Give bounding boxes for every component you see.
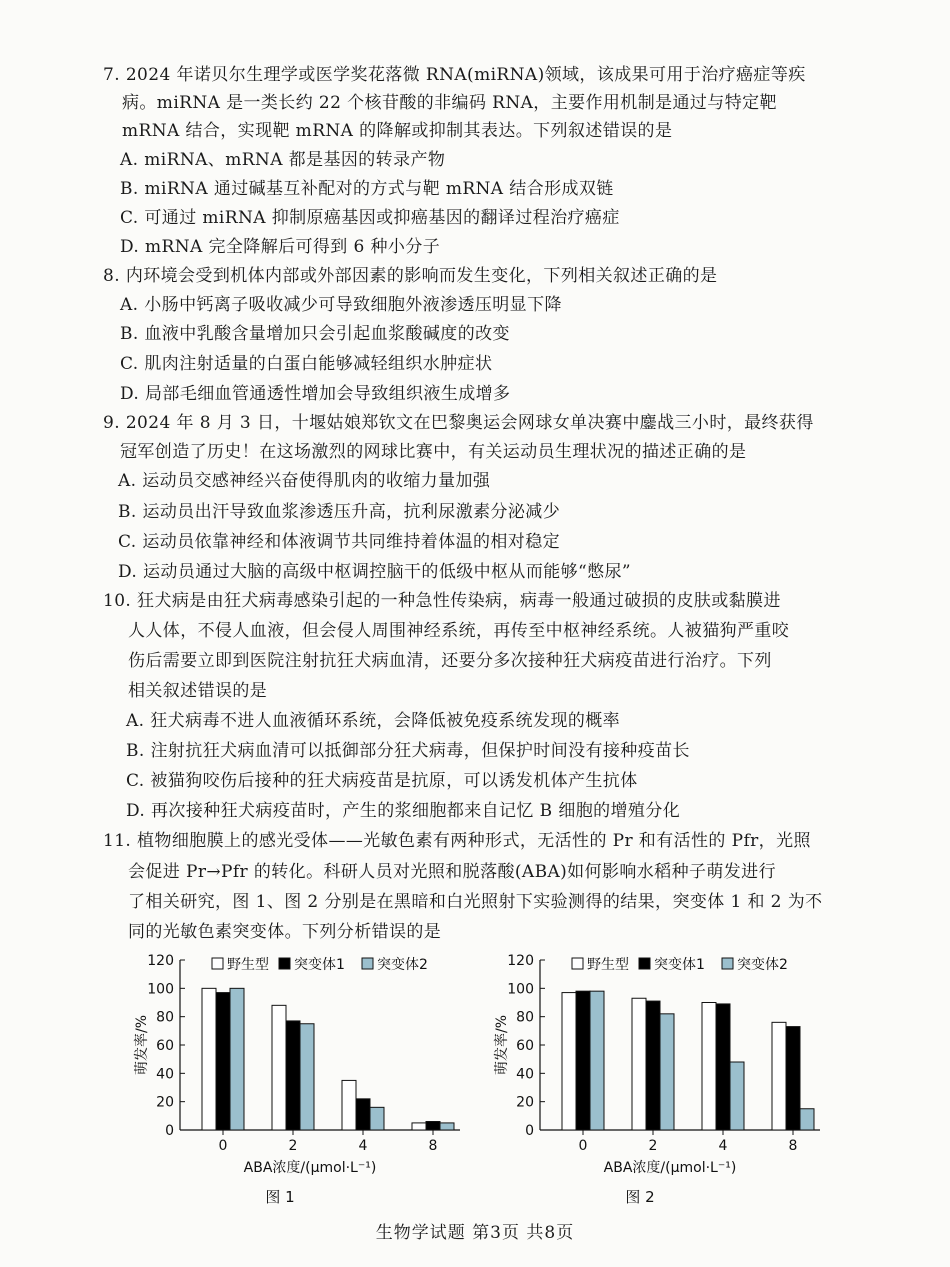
- y-tick-label: 100: [507, 981, 534, 998]
- q7-stem-line-2: 病。miRNA 是一类长约 22 个核苷酸的非编码 RNA，主要作用机制是通过与特定靶: [122, 93, 777, 113]
- q7-stem-line-3: mRNA 结合，实现靶 mRNA 的降解或抑制其表达。下列叙述错误的是: [122, 121, 673, 141]
- bar-突变体2: [800, 1109, 814, 1130]
- bar-突变体2: [730, 1062, 744, 1130]
- bar-野生型: [772, 1022, 786, 1130]
- q7-option-b: B. miRNA 通过碱基互补配对的方式与靶 mRNA 结合形成双链: [120, 179, 614, 199]
- q9-stem-line-2: 冠军创造了历史！在这场激烈的网球比赛中，有关运动员生理状况的描述正确的是: [120, 442, 747, 462]
- bar-突变体2: [370, 1107, 384, 1130]
- q10-option-a: A. 狂犬病毒不进人血液循环系统，会降低被免疫系统发现的概率: [126, 711, 621, 731]
- bar-野生型: [272, 1005, 286, 1130]
- x-tick-label: 4: [358, 1138, 368, 1154]
- figure-1-chart: [130, 948, 470, 1208]
- bar-突变体1: [716, 1004, 730, 1130]
- x-tick-label: 8: [788, 1138, 798, 1154]
- bar-突变体2: [440, 1123, 454, 1130]
- legend-swatch-突变体1: [639, 958, 650, 969]
- y-tick-label: 100: [147, 981, 174, 998]
- q10-option-b: B. 注射抗狂犬病血清可以抵御部分狂犬病毒，但保护时间没有接种疫苗长: [126, 741, 690, 761]
- q8-option-d: D. 局部毛细血管通透性增加会导致组织液生成增多: [120, 384, 511, 404]
- x-tick-label: 2: [288, 1138, 298, 1154]
- legend-swatch-野生型: [212, 958, 223, 969]
- chart-title: 图 2: [625, 1188, 655, 1206]
- q7-stem-line-1: 7. 2024 年诺贝尔生理学或医学奖花落微 RNA(miRNA)领域，该成果可用于治疗癌症等疾: [103, 65, 806, 85]
- q10-option-d: D. 再次接种狂犬病疫苗时，产生的浆细胞都来自记忆 B 细胞的增殖分化: [126, 801, 681, 821]
- x-tick-label: 0: [218, 1138, 228, 1154]
- x-tick-label: 0: [578, 1138, 588, 1154]
- y-tick-label: 80: [156, 1009, 174, 1026]
- legend-swatch-突变体1: [279, 958, 290, 969]
- figure-2-chart: [490, 948, 830, 1208]
- legend-swatch-野生型: [572, 958, 583, 969]
- y-tick-label: 120: [147, 953, 174, 969]
- y-tick-label: 80: [516, 1009, 534, 1026]
- x-tick-label: 4: [718, 1138, 728, 1154]
- q10-stem-line-3: 伤后需要立即到医院注射抗狂犬病血清，还要分多次接种狂犬病疫苗进行治疗。下列: [128, 651, 772, 671]
- q11-stem-line-2: 会促进 Pr→Pfr 的转化。科研人员对光照和脱落酸(ABA)如何影响水稻种子萌发进行: [128, 862, 776, 882]
- bar-野生型: [632, 998, 646, 1130]
- legend-label-突变体1: 突变体1: [654, 957, 705, 973]
- y-tick-label: 40: [156, 1066, 174, 1083]
- q7-option-c: C. 可通过 miRNA 抑制原癌基因或抑癌基因的翻译过程治疗癌症: [120, 208, 620, 228]
- y-axis-label: 萌发率/%: [494, 1014, 510, 1076]
- q10-stem-line-4: 相关叙述错误的是: [128, 681, 268, 701]
- figure-2: [490, 948, 830, 1212]
- q9-option-a: A. 运动员交感神经兴奋使得肌肉的收缩力量加强: [118, 471, 491, 491]
- chart-title: 图 1: [265, 1188, 295, 1206]
- x-axis-label: ABA浓度/(μmol·L⁻¹): [243, 1160, 377, 1176]
- q8-option-c: C. 肌肉注射适量的白蛋白能够减轻组织水肿症状: [120, 354, 493, 374]
- bar-突变体2: [230, 988, 244, 1130]
- q8-option-b: B. 血液中乳酸含量增加只会引起血浆酸碱度的改变: [120, 324, 510, 344]
- bar-突变体1: [356, 1099, 370, 1130]
- q8-option-a: A. 小肠中钙离子吸收减少可导致细胞外液渗透压明显下降: [120, 295, 562, 315]
- legend-label-突变体2: 突变体2: [737, 957, 788, 973]
- y-tick-label: 60: [156, 1038, 174, 1054]
- q11-stem-line-1: 11. 植物细胞膜上的感光受体——光敏色素有两种形式，无活性的 Pr 和有活性的 Pfr，光照: [103, 831, 811, 851]
- q9-option-c: C. 运动员依靠神经和体液调节共同维持着体温的相对稳定: [118, 532, 561, 552]
- legend-label-突变体1: 突变体1: [294, 957, 345, 973]
- y-tick-label: 0: [525, 1123, 534, 1139]
- bar-突变体1: [646, 1001, 660, 1130]
- q7-option-d: D. mRNA 完全降解后可得到 6 种小分子: [120, 237, 441, 257]
- q8-stem-line-1: 8. 内环境会受到机体内部或外部因素的影响而发生变化，下列相关叙述正确的是: [103, 266, 718, 286]
- bar-野生型: [562, 993, 576, 1130]
- legend-label-野生型: 野生型: [227, 957, 269, 973]
- bar-突变体1: [216, 993, 230, 1130]
- bar-突变体2: [660, 1014, 674, 1130]
- x-tick-label: 2: [648, 1138, 658, 1154]
- bar-野生型: [412, 1123, 426, 1130]
- q9-stem-line-1: 9. 2024 年 8 月 3 日，十堰姑娘郑钦文在巴黎奥运会网球女单决赛中鏖战三小时，最终获得: [103, 413, 814, 433]
- y-tick-label: 20: [516, 1094, 534, 1111]
- q10-option-c: C. 被猫狗咬伤后接种的狂犬病疫苗是抗原，可以诱发机体产生抗体: [126, 771, 638, 791]
- bar-野生型: [342, 1080, 356, 1130]
- y-tick-label: 120: [507, 953, 534, 969]
- legend-label-突变体2: 突变体2: [377, 957, 428, 973]
- q9-option-d: D. 运动员通过大脑的高级中枢调控脑干的低级中枢从而能够“憋尿”: [118, 562, 632, 582]
- y-tick-label: 60: [516, 1038, 534, 1054]
- legend-label-野生型: 野生型: [587, 957, 629, 973]
- page-footer: 生物学试题 第3页 共8页: [375, 1223, 575, 1243]
- bar-野生型: [202, 988, 216, 1130]
- bar-突变体1: [786, 1027, 800, 1130]
- figure-1: [130, 948, 470, 1212]
- y-tick-label: 40: [516, 1066, 534, 1083]
- legend-swatch-突变体2: [362, 958, 373, 969]
- q11-stem-line-3: 了相关研究，图 1、图 2 分别是在黑暗和白光照射下实验测得的结果，突变体 1 和 2 为不: [128, 892, 823, 912]
- q9-option-b: B. 运动员出汗导致血浆渗透压升高，抗利尿激素分泌减少: [118, 502, 561, 522]
- q7-option-a: A. miRNA、mRNA 都是基因的转录产物: [120, 150, 446, 170]
- legend-swatch-突变体2: [722, 958, 733, 969]
- bar-突变体1: [576, 991, 590, 1130]
- bar-突变体2: [590, 991, 604, 1130]
- bar-突变体1: [426, 1122, 440, 1131]
- y-axis-label: 萌发率/%: [134, 1014, 150, 1076]
- q10-stem-line-1: 10. 狂犬病是由狂犬病毒感染引起的一种急性传染病，病毒一般通过破损的皮肤或黏膜进: [103, 591, 781, 611]
- q11-stem-line-4: 同的光敏色素突变体。下列分析错误的是: [128, 922, 442, 942]
- bar-突变体1: [286, 1021, 300, 1130]
- y-tick-label: 0: [165, 1123, 174, 1139]
- bar-野生型: [702, 1003, 716, 1131]
- x-axis-label: ABA浓度/(μmol·L⁻¹): [603, 1160, 737, 1176]
- bar-突变体2: [300, 1024, 314, 1130]
- x-tick-label: 8: [428, 1138, 438, 1154]
- q10-stem-line-2: 人人体，不侵人血液，但会侵人周围神经系统，再传至中枢神经系统。人被猫狗严重咬: [128, 621, 790, 641]
- y-tick-label: 20: [156, 1094, 174, 1111]
